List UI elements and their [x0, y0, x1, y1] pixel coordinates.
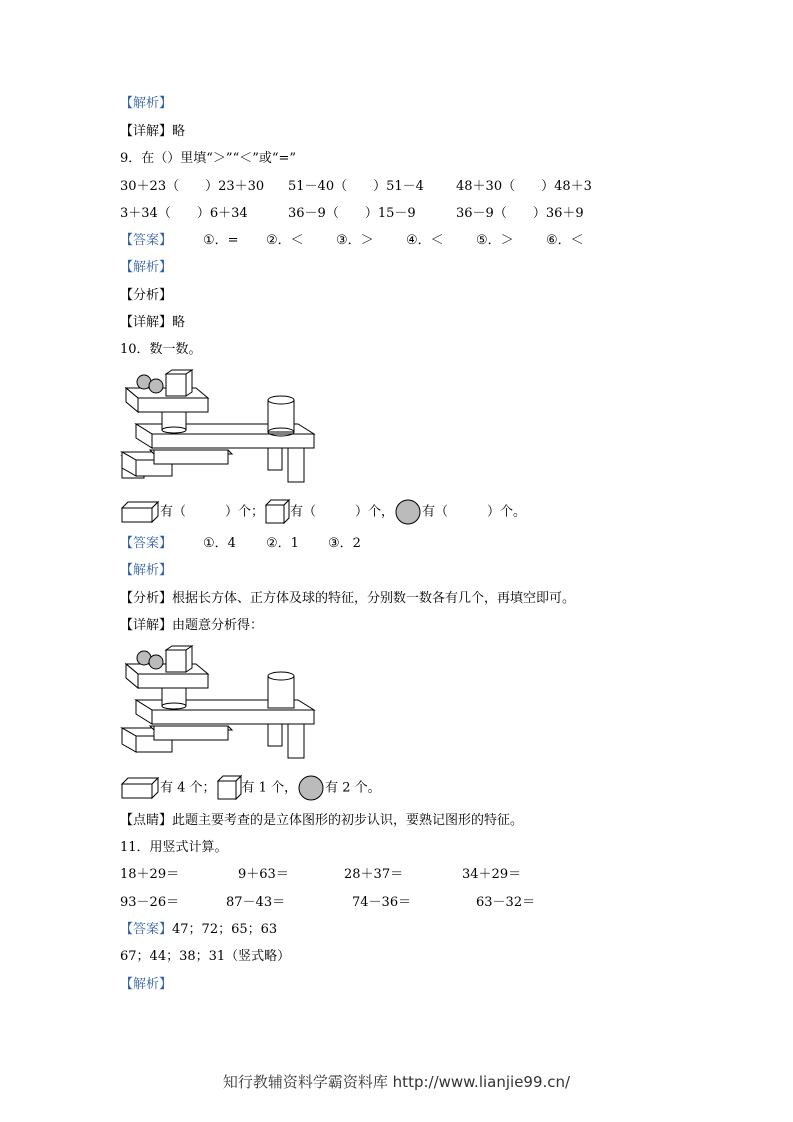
q10-result-sphere: 有 2 个。: [325, 780, 381, 796]
q9-r1-c2: 51－40（ ）51－4: [288, 179, 424, 194]
q9-xiangjie-label: 【详解】: [120, 315, 173, 330]
q11-answer-line2: 67；44；38；31（竖式略）: [120, 949, 291, 964]
solid-shapes-figure-solution: [118, 642, 318, 762]
q9-xiangjie: [120, 315, 185, 331]
q10-answer-1: ①．4: [203, 536, 236, 551]
q11-r2-c3: 74－36＝: [352, 895, 412, 910]
q11-r2-c2: 87－43＝: [226, 895, 286, 910]
solid-shapes-figure: [118, 366, 318, 486]
q8-xiangjie: [120, 124, 185, 140]
q10-answer-label: 【答案】: [120, 536, 173, 551]
q10-fenxi: [120, 591, 575, 607]
q10-fenxi-label: 【分析】: [120, 591, 173, 606]
q9-r1-c1: 30＋23（ ）23＋30: [120, 179, 265, 194]
q10-question-row: [120, 498, 526, 526]
q10-xiangjie-label: 【详解】: [120, 618, 173, 633]
q10-dianjing: [120, 813, 523, 829]
q11-r2-c4: 63－32＝: [476, 895, 536, 910]
q11-answer-line1: 47；72；65；63: [172, 922, 278, 937]
q8-xiangjie-text: 略: [172, 124, 186, 139]
cube-icon: [216, 775, 242, 801]
q8-xiangjie-label: 【详解】: [120, 124, 173, 139]
q11-r1-c2: 9＋63＝: [238, 867, 289, 882]
q9-answer-4: ④．＜: [406, 233, 444, 248]
q10-result-cuboid: 有 4 个；: [160, 780, 216, 796]
q9-r2-c2: 36－9（ ）15－9: [288, 206, 416, 221]
footer-watermark: 知行教辅资料学霸资料库 http://www.lianjie99.cn/: [222, 1073, 571, 1091]
q10-xiangjie: [120, 618, 263, 634]
q10-answer: [120, 536, 172, 552]
q11-r1-c3: 28＋37＝: [344, 867, 404, 882]
q11-title: 11．用竖式计算。: [120, 840, 228, 855]
q9-answer-label: 【答案】: [120, 233, 173, 248]
cuboid-icon: [120, 500, 160, 524]
q11-answer-label: 【答案】: [120, 922, 173, 937]
q10-title: 10．数一数。: [120, 342, 202, 357]
q10-jiexi-label: 【解析】: [120, 563, 173, 578]
q11-r1-c1: 18＋29＝: [120, 867, 180, 882]
q11-r2-c1: 93－26＝: [120, 895, 180, 910]
cuboid-icon: [120, 776, 160, 800]
q8-jiexi-label: 【解析】: [120, 96, 173, 111]
q10-dianjing-text: 此题主要考查的是立体图形的初步认识，要熟记图形的特征。: [172, 813, 524, 828]
q10-result-cube: 有 1 个，: [241, 780, 298, 796]
q10-blank-cuboid: 有（ ）个；: [160, 504, 265, 520]
q9-r2-c3: 36－9（ ）36＋9: [456, 206, 584, 221]
q9-answer-3: ③．＞: [336, 233, 374, 248]
q10-xiangjie-text: 由题意分析得：: [172, 618, 264, 633]
cube-icon: [264, 499, 290, 525]
q9-title: 9．在（）里填“＞”“＜”或“=”: [120, 151, 297, 166]
q9-r2-c1: 3＋34（ ）6＋34: [120, 206, 248, 221]
q10-solution-row: [120, 774, 381, 802]
q10-fenxi-text: 根据长方体、正方体及球的特征，分别数一数各有几个，再填空即可。: [172, 591, 576, 606]
q9-fenxi-label: 【分析】: [120, 288, 173, 303]
q9-r1-c3: 48＋30（ ）48＋3: [456, 179, 592, 194]
sphere-icon: [394, 498, 422, 526]
q9-xiangjie-text: 略: [172, 315, 186, 330]
q10-answer-3: ③．2: [328, 536, 361, 551]
q10-answer-2: ②．1: [266, 536, 299, 551]
q10-blank-cube: 有（ ）个，: [290, 504, 395, 520]
q11-jiexi-label: 【解析】: [120, 977, 173, 992]
q9-answer-2: ②．＜: [266, 233, 304, 248]
q10-blank-sphere: 有（ ）个。: [422, 504, 527, 520]
q9-jiexi-label: 【解析】: [120, 260, 173, 275]
q9-answer-1: ①．=: [203, 233, 239, 248]
q9-answer-5: ⑤．＞: [476, 233, 514, 248]
q9-answer-6: ⑥．＜: [546, 233, 584, 248]
sphere-icon: [297, 774, 325, 802]
q10-dianjing-label: 【点睛】: [120, 813, 173, 828]
q11-r1-c4: 34＋29＝: [462, 867, 522, 882]
q11-answer: [120, 922, 277, 938]
q9-answer: [120, 233, 172, 249]
